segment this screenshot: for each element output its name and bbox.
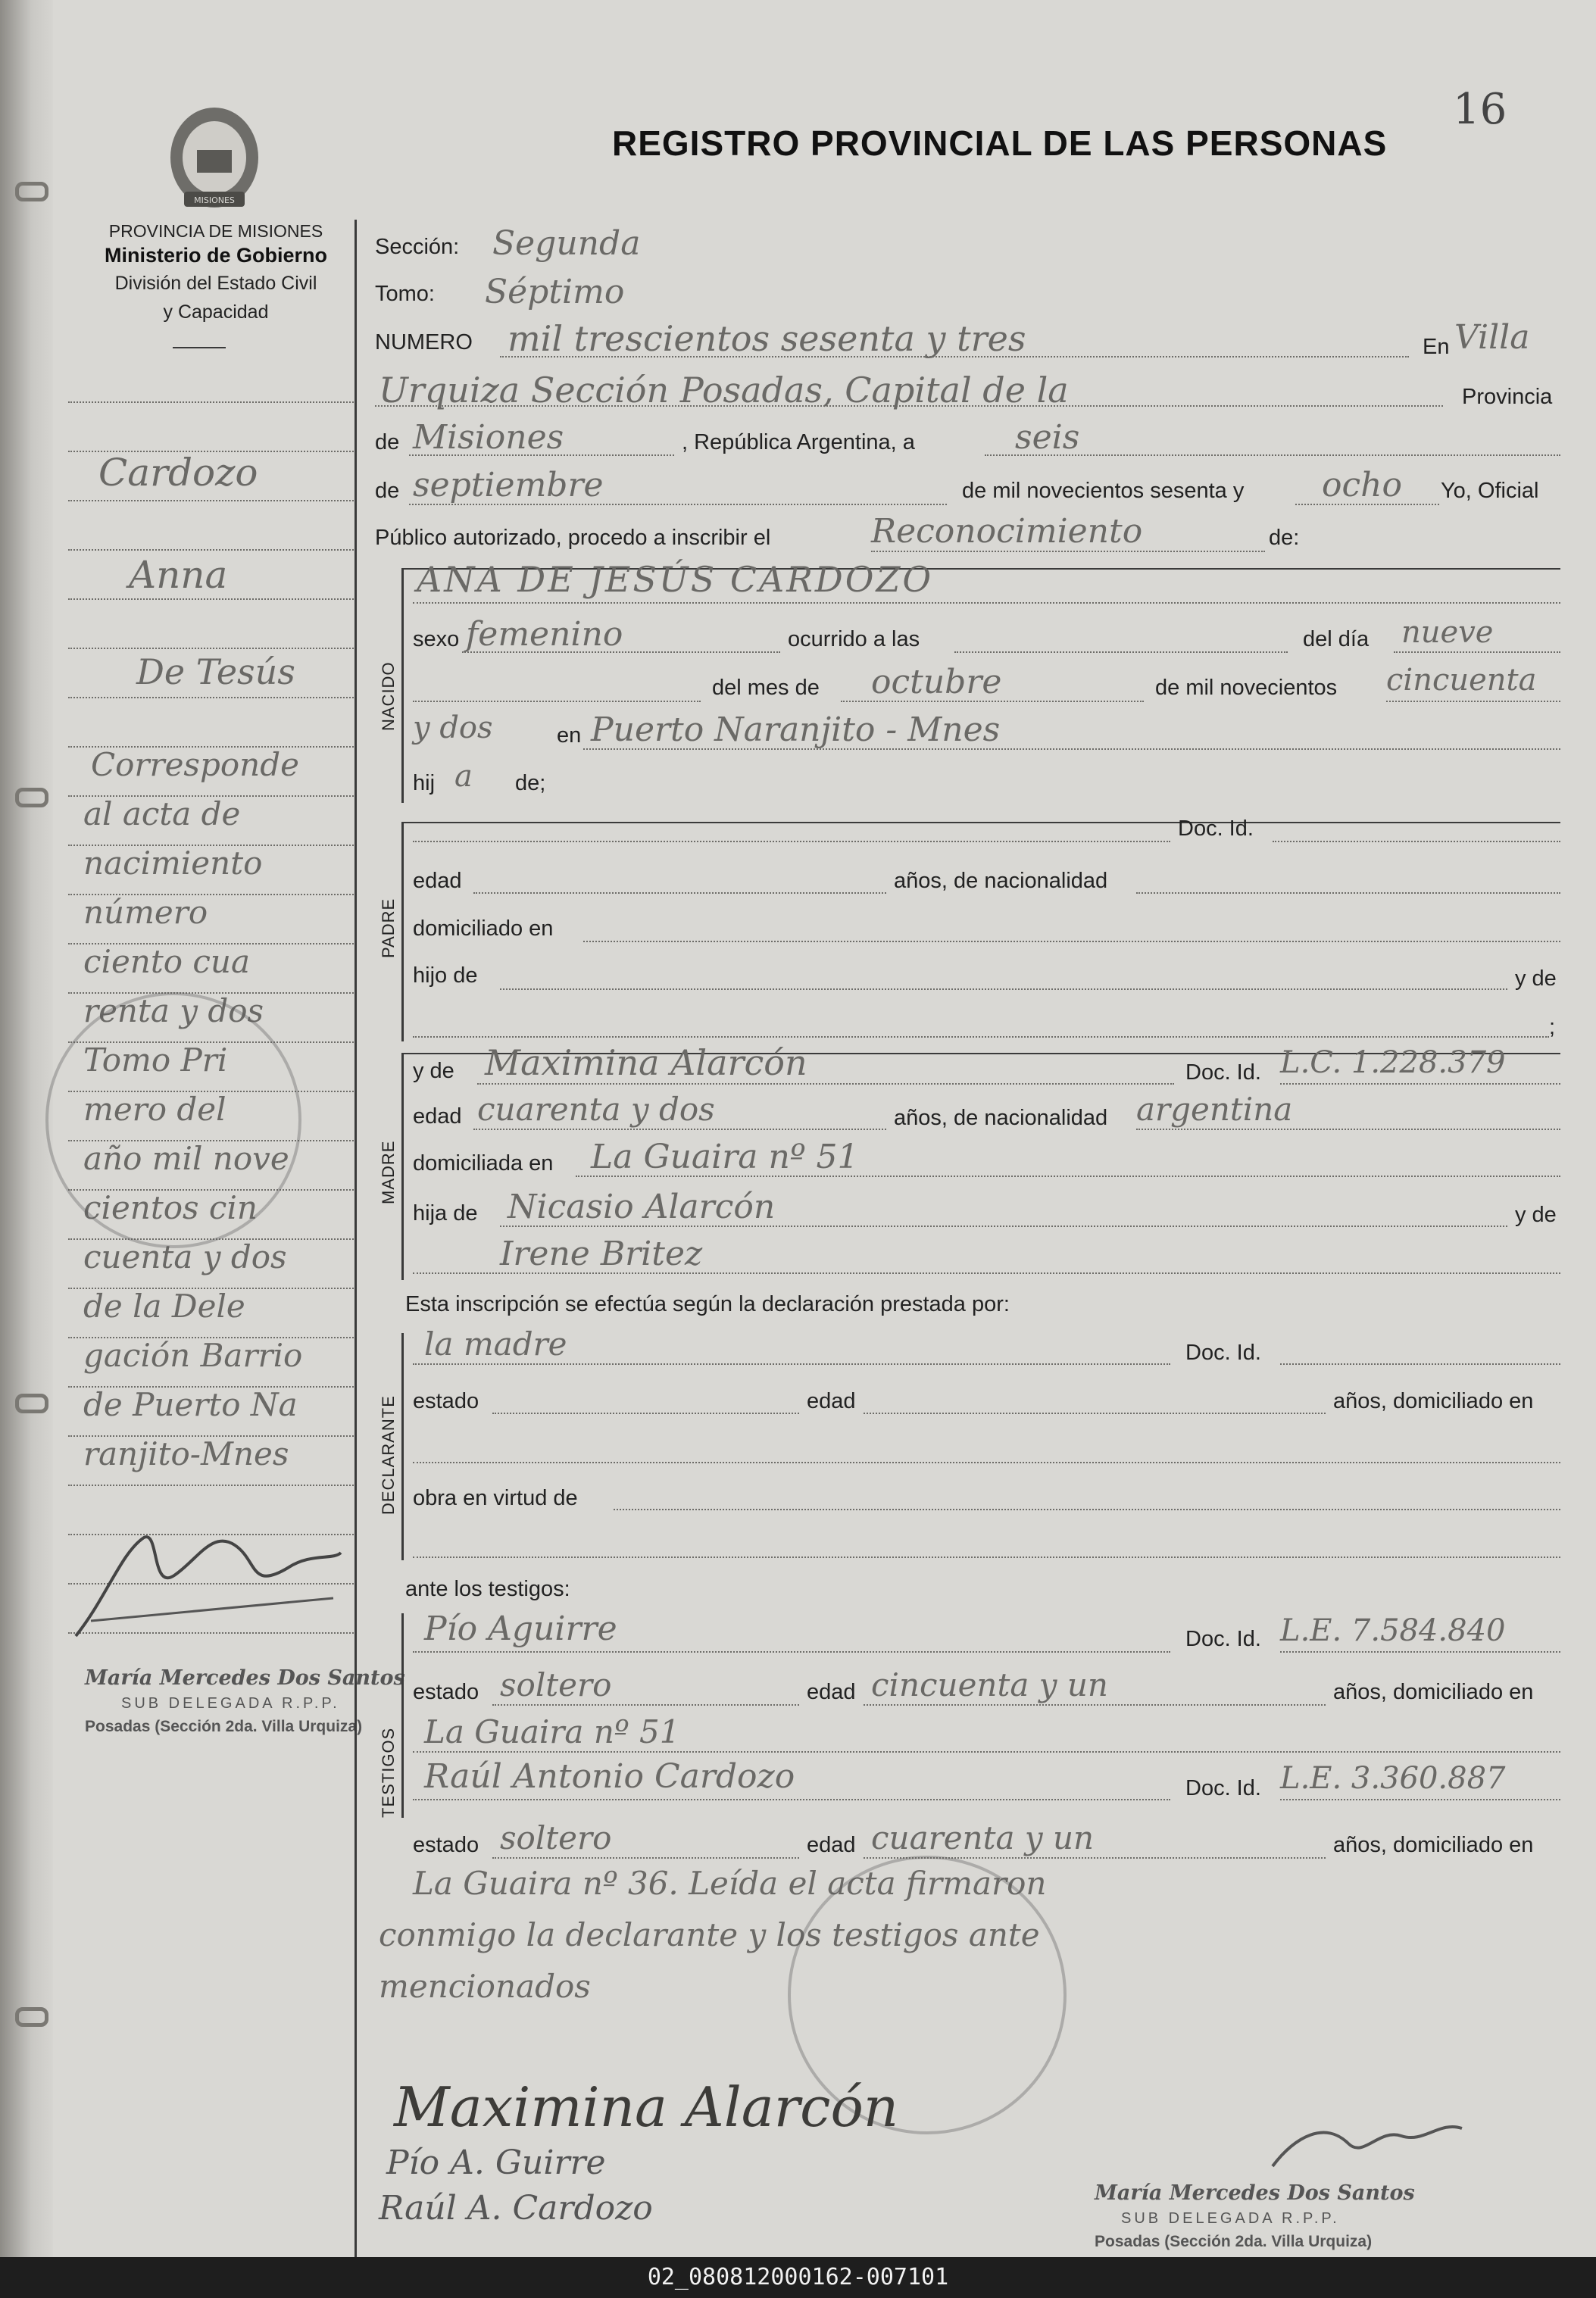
label-edad-madre: edad	[413, 1104, 462, 1129]
section-declarante: DECLARANTE	[379, 1395, 398, 1515]
value-madre-madre: Irene Britez	[500, 1235, 703, 1273]
value-madre-doc: L.C. 1.228.379	[1280, 1045, 1506, 1080]
label-doc-id-testigo-1: Doc. Id.	[1185, 1627, 1261, 1651]
label-en: En	[1423, 335, 1450, 359]
margin-note: Corresponde	[91, 746, 299, 783]
margin-note: al acta de	[83, 795, 241, 832]
official-stamp	[45, 992, 301, 1248]
page-number: 16	[1453, 85, 1507, 134]
value-madre-domicilio: La Guaira nº 51	[591, 1138, 859, 1176]
label-ocurrido: ocurrido a las	[788, 627, 920, 651]
value-testigo-1-domicilio: La Guaira nº 51	[424, 1713, 680, 1750]
value-anio: ocho	[1322, 466, 1402, 504]
label-mil-novecientos-2: de mil novecientos	[1155, 676, 1338, 700]
label-mil-novecientos: de mil novecientos sesenta y	[962, 479, 1245, 503]
label-provincia: Provincia	[1462, 385, 1553, 409]
binding-ring	[15, 1394, 48, 1413]
label-yo-oficial: Yo, Oficial	[1441, 479, 1539, 503]
value-madre-padre: Nicasio Alarcón	[508, 1188, 776, 1226]
label-doc-id-madre: Doc. Id.	[1185, 1060, 1261, 1085]
registrar-name-bottom: María Mercedes Dos Santos	[1095, 2181, 1415, 2205]
closing-line: mencionados	[379, 1968, 591, 2005]
label-doc-id-testigo-2: Doc. Id.	[1185, 1776, 1261, 1800]
label-doc-id: Doc. Id.	[1178, 816, 1254, 841]
label-estado: estado	[413, 1389, 479, 1413]
form-left-rule	[354, 220, 357, 2257]
value-nac-anio-2: y dos	[413, 710, 493, 745]
label-republica: , República Argentina, a	[682, 430, 915, 454]
label-anios-nacionalidad-madre: años, de nacionalidad	[894, 1106, 1108, 1130]
divider	[173, 347, 226, 348]
label-numero: NUMERO	[375, 330, 473, 354]
ministry-label: Ministerio de Gobierno	[104, 244, 328, 267]
value-provincia: Misiones	[413, 418, 564, 457]
label-anios-domiciliado-t2: años, domiciliado en	[1333, 1833, 1534, 1857]
value-dia: seis	[1015, 418, 1080, 457]
value-numero: mil trescientos sesenta y tres	[508, 318, 1026, 359]
value-madre-nombre: Maximina Alarcón	[485, 1042, 807, 1083]
section-madre: MADRE	[379, 1140, 398, 1204]
margin-note: número	[83, 894, 208, 931]
value-testigo-2: Raúl Antonio Cardozo	[424, 1757, 795, 1796]
label-ante-testigos: ante los testigos:	[405, 1577, 570, 1601]
margin-note: cuenta y dos	[83, 1238, 287, 1275]
division-label: División del Estado Civil	[114, 273, 317, 294]
binding-ring	[15, 788, 48, 807]
value-seccion: Segunda	[492, 224, 641, 263]
value-tomo: Séptimo	[485, 273, 625, 311]
value-madre-nacionalidad: argentina	[1136, 1091, 1293, 1128]
value-testigo-2-edad: cuarenta y un	[871, 1819, 1095, 1856]
margin-note: nacimiento	[83, 845, 263, 882]
page-title: REGISTRO PROVINCIAL DE LAS PERSONAS	[612, 123, 1388, 163]
registrar-title-bottom: SUB DELEGADA R.P.P.	[1121, 2210, 1340, 2227]
margin-note: gación Barrio	[83, 1337, 303, 1374]
section-rule	[401, 568, 404, 803]
value-testigo-1: Pío Aguirre	[424, 1610, 617, 1648]
value-testigo-2-doc: L.E. 3.360.887	[1280, 1761, 1506, 1796]
label-hija-de: hija de	[413, 1201, 478, 1225]
value-nac-dia: nueve	[1401, 615, 1494, 650]
value-nac-mes: octubre	[871, 663, 1002, 701]
label-de: de	[375, 430, 400, 454]
label-seccion: Sección:	[375, 235, 460, 259]
label-estado-t2: estado	[413, 1833, 479, 1857]
margin-note: mero del	[83, 1091, 226, 1128]
binding-ring	[15, 182, 48, 201]
margin-note: renta y dos	[83, 992, 264, 1029]
label-y-de: y de	[1515, 966, 1557, 991]
section-padre: PADRE	[379, 898, 398, 958]
value-testigo-1-doc: L.E. 7.584.840	[1280, 1613, 1506, 1648]
value-nac-anio-1: cincuenta	[1386, 663, 1537, 698]
label-anios-domiciliado: años, domiciliado en	[1333, 1389, 1534, 1413]
section-testigos: TESTIGOS	[379, 1727, 398, 1818]
value-sexo: femenino	[466, 615, 623, 654]
label-del-mes: del mes de	[712, 676, 820, 700]
value-en-1: Villa	[1454, 318, 1530, 357]
margin-note: De Tesús	[136, 651, 295, 692]
registrar-title: SUB DELEGADA R.P.P.	[121, 1695, 340, 1712]
division-label-2: y Capacidad	[163, 301, 269, 323]
label-estado-t1: estado	[413, 1680, 479, 1704]
label-de-2: de	[375, 479, 400, 503]
closing-line: La Guaira nº 36. Leída el acta firmaron	[413, 1865, 1047, 1902]
label-edad: edad	[413, 869, 462, 893]
margin-note-surname: Cardozo	[98, 451, 258, 495]
value-nombre: ANA DE JESÚS CARDOZO	[417, 559, 934, 600]
coat-of-arms-icon	[158, 97, 271, 218]
value-en-2: Urquiza Sección Posadas, Capital de la	[379, 370, 1069, 411]
label-tomo: Tomo:	[375, 282, 435, 306]
label-anios-nacionalidad: años, de nacionalidad	[894, 869, 1108, 893]
margin-note: cientos cin	[83, 1189, 258, 1226]
value-testigo-1-estado: soltero	[500, 1666, 612, 1703]
registrar-signature	[1250, 2106, 1477, 2181]
margin-note: ciento cua	[83, 943, 250, 980]
signature-witness-2: Raúl A. Cardozo	[379, 2189, 653, 2228]
value-testigo-1-edad: cincuenta y un	[871, 1666, 1108, 1703]
value-mes: septiembre	[413, 466, 604, 504]
label-en-2: en	[557, 723, 582, 748]
label-y-de-madre: y de	[413, 1059, 454, 1083]
label-domiciliado: domiciliado en	[413, 916, 554, 941]
value-tipo-inscripcion: Reconocimiento	[871, 512, 1143, 551]
label-hij: hij	[413, 771, 436, 795]
section-nacido: NACIDO	[379, 661, 398, 731]
label-obra-en-virtud: obra en virtud de	[413, 1486, 578, 1510]
value-lugar-nacimiento: Puerto Naranjito - Mnes	[591, 710, 1001, 749]
label-y-de-2: y de	[1515, 1203, 1557, 1227]
margin-note: de Puerto Na	[83, 1386, 298, 1423]
value-madre-edad: cuarenta y dos	[477, 1091, 715, 1128]
svg-text:MISIONES: MISIONES	[194, 195, 235, 205]
registrar-name: María Mercedes Dos Santos	[85, 1666, 405, 1690]
registrar-office: Posadas (Sección 2da. Villa Urquiza)	[85, 1718, 363, 1735]
label-publico: Público autorizado, procedo a inscribir el	[375, 526, 771, 550]
label-esta-inscripcion: Esta inscripción se efectúa según la declaración prestada por:	[405, 1292, 1010, 1316]
signature-witness-1: Pío A. Guirre	[386, 2143, 606, 2182]
binding-ring	[15, 2007, 48, 2027]
label-de-semicolon: de;	[515, 771, 546, 795]
label-anios-domiciliado-t1: años, domiciliado en	[1333, 1680, 1534, 1704]
registrar-office-bottom: Posadas (Sección 2da. Villa Urquiza)	[1095, 2233, 1373, 2250]
label-edad-t1: edad	[807, 1680, 856, 1704]
margin-note: de la Dele	[83, 1288, 245, 1325]
image-filename: 02_080812000162-007101	[0, 2257, 1596, 2298]
margin-note: ranjito-Mnes	[83, 1435, 289, 1472]
margin-note: Anna	[129, 553, 228, 597]
label-domiciliada: domiciliada en	[413, 1151, 554, 1176]
value-hij: a	[454, 759, 473, 794]
value-declarante: la madre	[424, 1325, 567, 1363]
label-del-dia: del día	[1303, 627, 1370, 651]
label-hijo-de: hijo de	[413, 963, 478, 988]
margin-note: año mil nove	[83, 1140, 289, 1177]
province-label: PROVINCIA DE MISIONES	[108, 221, 323, 241]
label-edad-declarante: edad	[807, 1389, 856, 1413]
label-edad-t2: edad	[807, 1833, 856, 1857]
label-sexo: sexo	[413, 627, 460, 651]
label-de-colon: de:	[1269, 526, 1300, 550]
signature-mother: Maximina Alarcón	[394, 2075, 899, 2139]
document-page: MISIONES PROVINCIA DE MISIONES Ministerio de Gobierno División del Estado Civil y Capacidad REGISTRO PROVINCIAL DE LAS PERSONAS 16 Cardozo Anna De Tesús Corresponde al acta de nacimiento número ciento cua renta y dos Tomo Pri mero del año mil nove cientos cin cuenta y dos de la Dele gación Barrio de Puerto Na ranjito-Mnes María Mercedes Dos Santos SUB DELEGADA R.P.P. Posadas (Sección 2da. Villa Urquiza) Sección: Segunda Tomo: Séptimo NUMERO mil trescientos sesenta y tres En Villa Urquiza Sección Posadas, Capital de la Provincia de Misiones , República Argentina, a seis de septiembre de mil novecientos sesenta y ocho Yo, Oficial Público autorizado, procedo a inscribir el Reconocimiento de: NACIDO ANA DE JESÚS CARDOZO sexo femenino ocurrido a las del día nueve del mes de octubre de mil novecientos cincuenta y dos en Puerto Naranjito - Mnes hij a de; PADRE Doc. Id. edad años, de nacionalidad domiciliado en hijo de y de ; MADRE y de Maximina Alarcón Doc. Id. L.C. 1.228.379 edad cuarenta y dos años, de nacionalidad argentina domiciliada en La Guaira nº 51 hija de Nicasio Alarcón y de Irene Britez Esta inscripción se efectúa según la declaración prestada por: DECLARANTE la madre Doc. Id. estado edad años, domiciliado en obra en virtud de ante los testigos: TESTIGOS Pío Aguirre Doc. Id. L.E. 7.584.840 estado soltero edad cincuenta y un años, domiciliado en La Guaira nº 51 Raúl Antonio Cardozo Doc. Id. L.E. 3.360.887 estado soltero edad cuarenta y un años, domiciliado en La Guaira nº 36. Leída el acta firmaron conmigo la declarante y los testigos ante mencionados Maximina Alarcón Pío A. Guirre Raúl A. Cardozo María Mercedes Dos Santos SUB DELEGADA R.P.P. Posadas (Sección 2da. Villa Urquiza)	[0, 0, 1596, 2257]
value-testigo-2-estado: soltero	[500, 1819, 612, 1856]
margin-note: Tomo Pri	[83, 1041, 228, 1079]
closing-line: conmigo la declarante y los testigos ante	[379, 1916, 1040, 1953]
label-doc-id-declarante: Doc. Id.	[1185, 1341, 1261, 1365]
margin-signature	[61, 1507, 348, 1651]
